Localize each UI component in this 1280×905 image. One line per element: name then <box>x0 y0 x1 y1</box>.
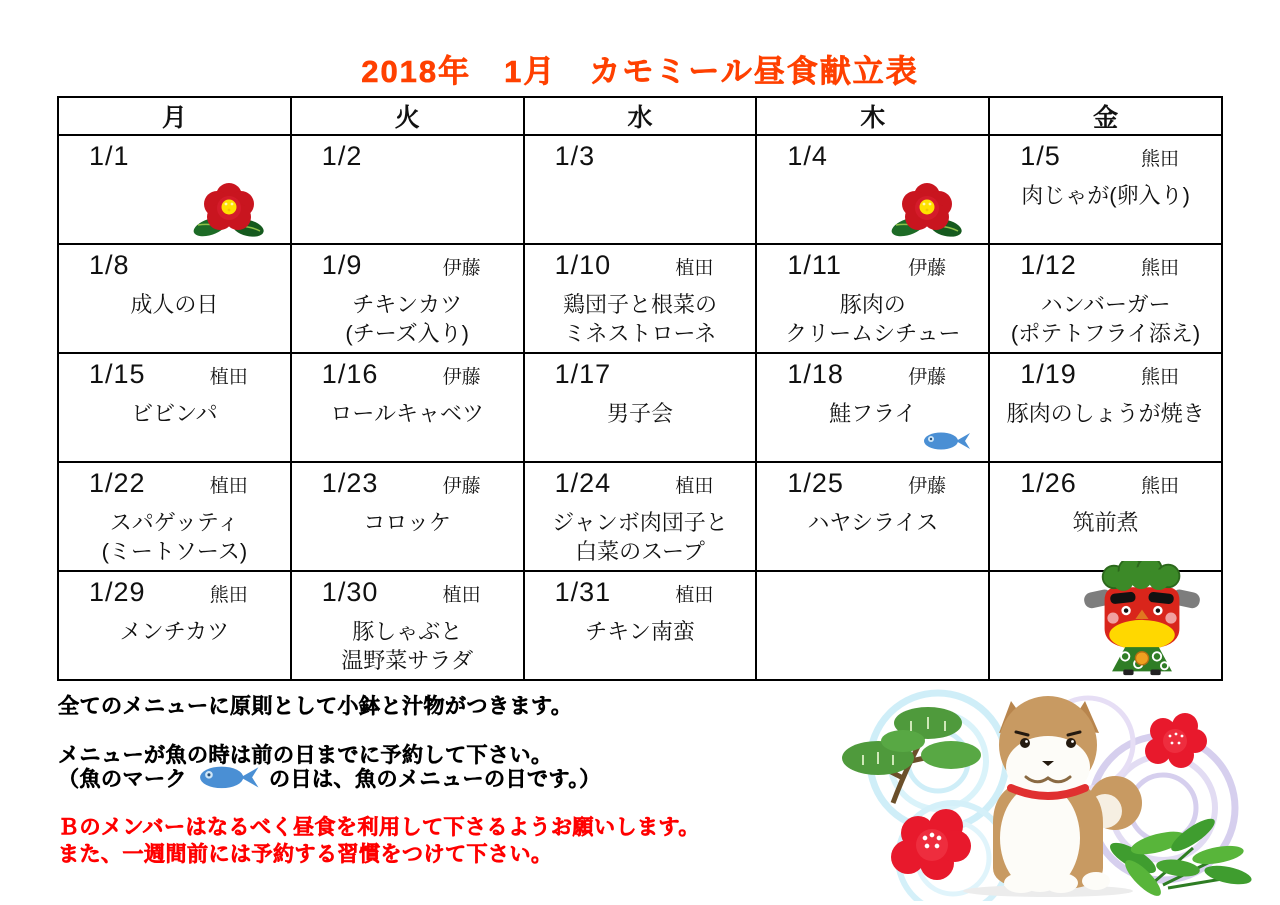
calendar-row <box>58 353 1222 462</box>
calendar-cell-jan31 <box>524 571 757 680</box>
note-side-dishes: 全てのメニューに原則として小鉢と汁物がつきます。 <box>58 695 573 718</box>
calendar-cell-jan16 <box>291 353 524 462</box>
cell-cook-name: 熊田 <box>1140 367 1179 388</box>
calendar-cell-jan19 <box>989 353 1222 462</box>
cell-cook-name: 伊藤 <box>908 367 947 388</box>
cell-date: 1/19 <box>1020 359 1077 389</box>
calendar-cell-jan17-event <box>524 353 757 462</box>
cell-cook-name: 伊藤 <box>908 476 947 497</box>
cell-cook-name: 植田 <box>675 258 714 279</box>
cell-date: 1/2 <box>321 141 363 171</box>
menu-calendar-table <box>57 96 1223 681</box>
day-header-friday: 金 <box>989 97 1222 135</box>
cell-cook-name: 熊田 <box>1140 149 1179 170</box>
cell-date: 1/5 <box>1020 141 1061 171</box>
calendar-cell-jan8-holiday <box>58 244 291 353</box>
cell-date: 1/23 <box>321 468 379 498</box>
cell-menu: 肉じゃが(卵入り) <box>1021 183 1190 208</box>
calendar-cell-jan29 <box>58 571 291 680</box>
day-header-tuesday: 火 <box>291 97 524 135</box>
calendar-cell-shishimai <box>989 571 1222 680</box>
cell-date: 1/26 <box>1020 468 1077 498</box>
cell-menu: ジャンボ肉団子と 白菜のスープ <box>552 510 728 564</box>
cell-date: 1/3 <box>554 141 596 171</box>
calendar-cell-jan25 <box>756 462 989 571</box>
cell-menu: ビビンパ <box>131 401 218 426</box>
cell-cook-name: 伊藤 <box>442 367 481 388</box>
calendar-cell-jan10 <box>524 244 757 353</box>
cell-date: 1/4 <box>787 141 828 171</box>
calendar-cell-jan26 <box>989 462 1222 571</box>
cell-menu: コロッケ <box>363 510 451 535</box>
cell-cook-name: 植田 <box>209 476 248 497</box>
calendar-row <box>58 244 1222 353</box>
cell-cook-name: 熊田 <box>1140 476 1179 497</box>
cell-cook-name: 熊田 <box>1140 258 1179 279</box>
day-header-row <box>58 97 1222 135</box>
cell-menu: チキン南蛮 <box>585 619 695 644</box>
cell-date: 1/15 <box>89 359 146 389</box>
cell-cook-name: 植田 <box>209 367 248 388</box>
cell-date: 1/22 <box>89 468 146 498</box>
cell-date: 1/8 <box>89 250 130 280</box>
calendar-row <box>58 135 1222 244</box>
cell-menu: 鮭フライ <box>829 401 917 426</box>
day-header-wednesday: 水 <box>524 97 757 135</box>
calendar-cell-jan23 <box>291 462 524 571</box>
calendar-row <box>58 462 1222 571</box>
calendar-cell-empty <box>756 571 989 680</box>
fish-icon <box>195 763 261 793</box>
calendar-row <box>58 571 1222 680</box>
cell-cook-name: 植田 <box>442 585 481 606</box>
note-fish-mark: （魚のマーク の日は、魚のメニューの日です。） <box>58 762 601 794</box>
cell-cook-name: 伊藤 <box>442 258 481 279</box>
cell-date: 1/1 <box>89 141 130 171</box>
cell-menu: スパゲッティ (ミートソース) <box>101 510 248 564</box>
cell-menu: メンチカツ <box>119 619 230 644</box>
cell-menu: 豚肉のしょうが焼き <box>1006 401 1205 426</box>
cell-cook-name: 植田 <box>675 476 714 497</box>
calendar-cell-jan4 <box>756 135 989 244</box>
calendar-cell-jan1 <box>58 135 291 244</box>
calendar-cell-jan3 <box>524 135 757 244</box>
cell-menu: ロールキャベツ <box>330 401 484 426</box>
note-reserve-habit: また、一週間前には予約する習慣をつけて下さい。 <box>58 843 553 866</box>
camellia-flower-icon <box>888 181 966 237</box>
event-label: 男子会 <box>606 401 673 426</box>
cell-date: 1/29 <box>89 577 146 607</box>
cell-menu: 豚肉の クリームシチュー <box>785 292 961 346</box>
calendar-cell-jan5 <box>989 135 1222 244</box>
cell-menu: ハヤシライス <box>807 510 939 535</box>
calendar-cell-jan9 <box>291 244 524 353</box>
calendar-cell-jan2 <box>291 135 524 244</box>
calendar-cell-jan11 <box>756 244 989 353</box>
cell-date: 1/10 <box>554 250 612 280</box>
calendar-cell-jan22 <box>58 462 291 571</box>
cell-date: 1/9 <box>321 250 363 280</box>
cell-date: 1/25 <box>787 468 844 498</box>
note-b-members: Ｂのメンバーはなるべく昼食を利用して下さるようお願いします。 <box>58 816 700 839</box>
cell-cook-name: 伊藤 <box>442 476 481 497</box>
cell-menu: 鶏団子と根菜の ミネストローネ <box>562 292 717 346</box>
cell-date: 1/30 <box>321 577 379 607</box>
calendar-cell-jan15 <box>58 353 291 462</box>
holiday-label: 成人の日 <box>130 292 219 317</box>
calendar-cell-jan30 <box>291 571 524 680</box>
cell-date: 1/24 <box>554 468 612 498</box>
calendar-cell-jan12 <box>989 244 1222 353</box>
cell-date: 1/18 <box>787 359 844 389</box>
calendar-cell-jan24 <box>524 462 757 571</box>
note-fish-reservation: メニューが魚の時は前の日までに予約して下さい。 <box>58 744 553 767</box>
cell-menu: 豚しゃぶと 温野菜サラダ <box>341 619 474 673</box>
cell-menu: 筑前煮 <box>1072 510 1139 535</box>
cell-date: 1/11 <box>787 250 842 280</box>
shishimai-lion-icon <box>1081 561 1203 677</box>
cell-date: 1/12 <box>1020 250 1077 280</box>
page-title: 2018年 1月 カモミール昼食献立表 <box>361 54 919 89</box>
cell-cook-name: 熊田 <box>209 585 248 606</box>
cell-menu: チキンカツ (チーズ入り) <box>345 292 469 346</box>
cell-date: 1/17 <box>554 359 612 389</box>
calendar-cell-jan18 <box>756 353 989 462</box>
day-header-monday: 月 <box>58 97 291 135</box>
new-year-shiba-dog-illustration <box>833 683 1271 901</box>
day-header-thursday: 木 <box>756 97 989 135</box>
cell-date: 1/16 <box>321 359 379 389</box>
cell-cook-name: 植田 <box>675 585 714 606</box>
fish-icon <box>920 430 972 453</box>
cell-date: 1/31 <box>554 577 612 607</box>
cell-menu: ハンバーガー (ポテトフライ添え) <box>1010 292 1201 346</box>
cell-cook-name: 伊藤 <box>908 258 947 279</box>
camellia-flower-icon <box>190 181 268 237</box>
